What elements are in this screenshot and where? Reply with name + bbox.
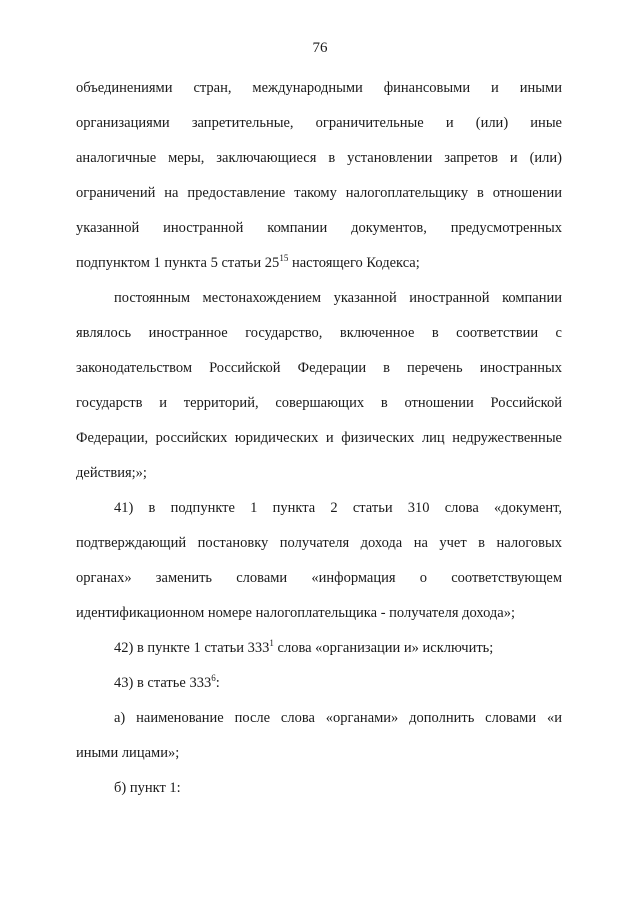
text-line: б) пункт 1: xyxy=(114,780,181,796)
text-line: законодательством Российской Федерации в перечень иностранных xyxy=(76,360,562,376)
text-line: 41) в подпункте 1 пункта 2 статьи 310 слова «документ, xyxy=(114,500,562,516)
text-line: ограничений на предоставление такому налогоплательщику в отношении xyxy=(76,185,562,201)
text-span: 42) в пункте 1 статьи 333 xyxy=(114,640,270,656)
text-line: государств и территорий, совершающих в отношении Российской xyxy=(76,395,562,411)
text-line xyxy=(76,253,562,273)
text-line: объединениями стран, международными финансовыми и иными xyxy=(76,80,562,96)
text-line: аналогичные меры, заключающиеся в установлении запретов и (или) xyxy=(76,150,562,166)
superscript: 15 xyxy=(279,253,289,264)
page-number: 76 xyxy=(312,40,328,56)
text-line: органах» заменить словами «информация о соответствующем xyxy=(76,570,562,586)
superscript: 6 xyxy=(211,673,216,684)
text-line: Федерации, российских юридических и физических лиц недружественные xyxy=(76,430,562,446)
text-span: 43) в статье 333 xyxy=(114,675,212,691)
text-line: организациями запретительные, ограничительные и (или) иные xyxy=(76,115,562,131)
text-line: действия;»; xyxy=(76,465,147,481)
text-line: идентификационном номере налогоплательщика - получателя дохода»; xyxy=(76,605,516,621)
text-span: : xyxy=(215,675,220,691)
text-line: являлось иностранное государство, включенное в соответствии с xyxy=(76,325,562,341)
text-span: подпунктом 1 пункта 5 статьи 25 xyxy=(76,255,280,271)
text-line: иными лицами»; xyxy=(76,745,180,761)
text-line xyxy=(114,673,562,693)
text-line: указанной иностранной компании документов, предусмотренных xyxy=(76,220,562,236)
text-line: а) наименование после слова «органами» дополнить словами «и xyxy=(114,710,562,726)
text-line xyxy=(114,638,562,658)
text-span: слова «организации и» исключить; xyxy=(273,640,494,656)
text-span: настоящего Кодекса; xyxy=(288,255,420,271)
superscript: 1 xyxy=(269,638,274,649)
text-line: подтверждающий постановку получателя дохода на учет в налоговых xyxy=(76,535,562,551)
text-line: постоянным местонахождением указанной иностранной компании xyxy=(114,290,562,306)
